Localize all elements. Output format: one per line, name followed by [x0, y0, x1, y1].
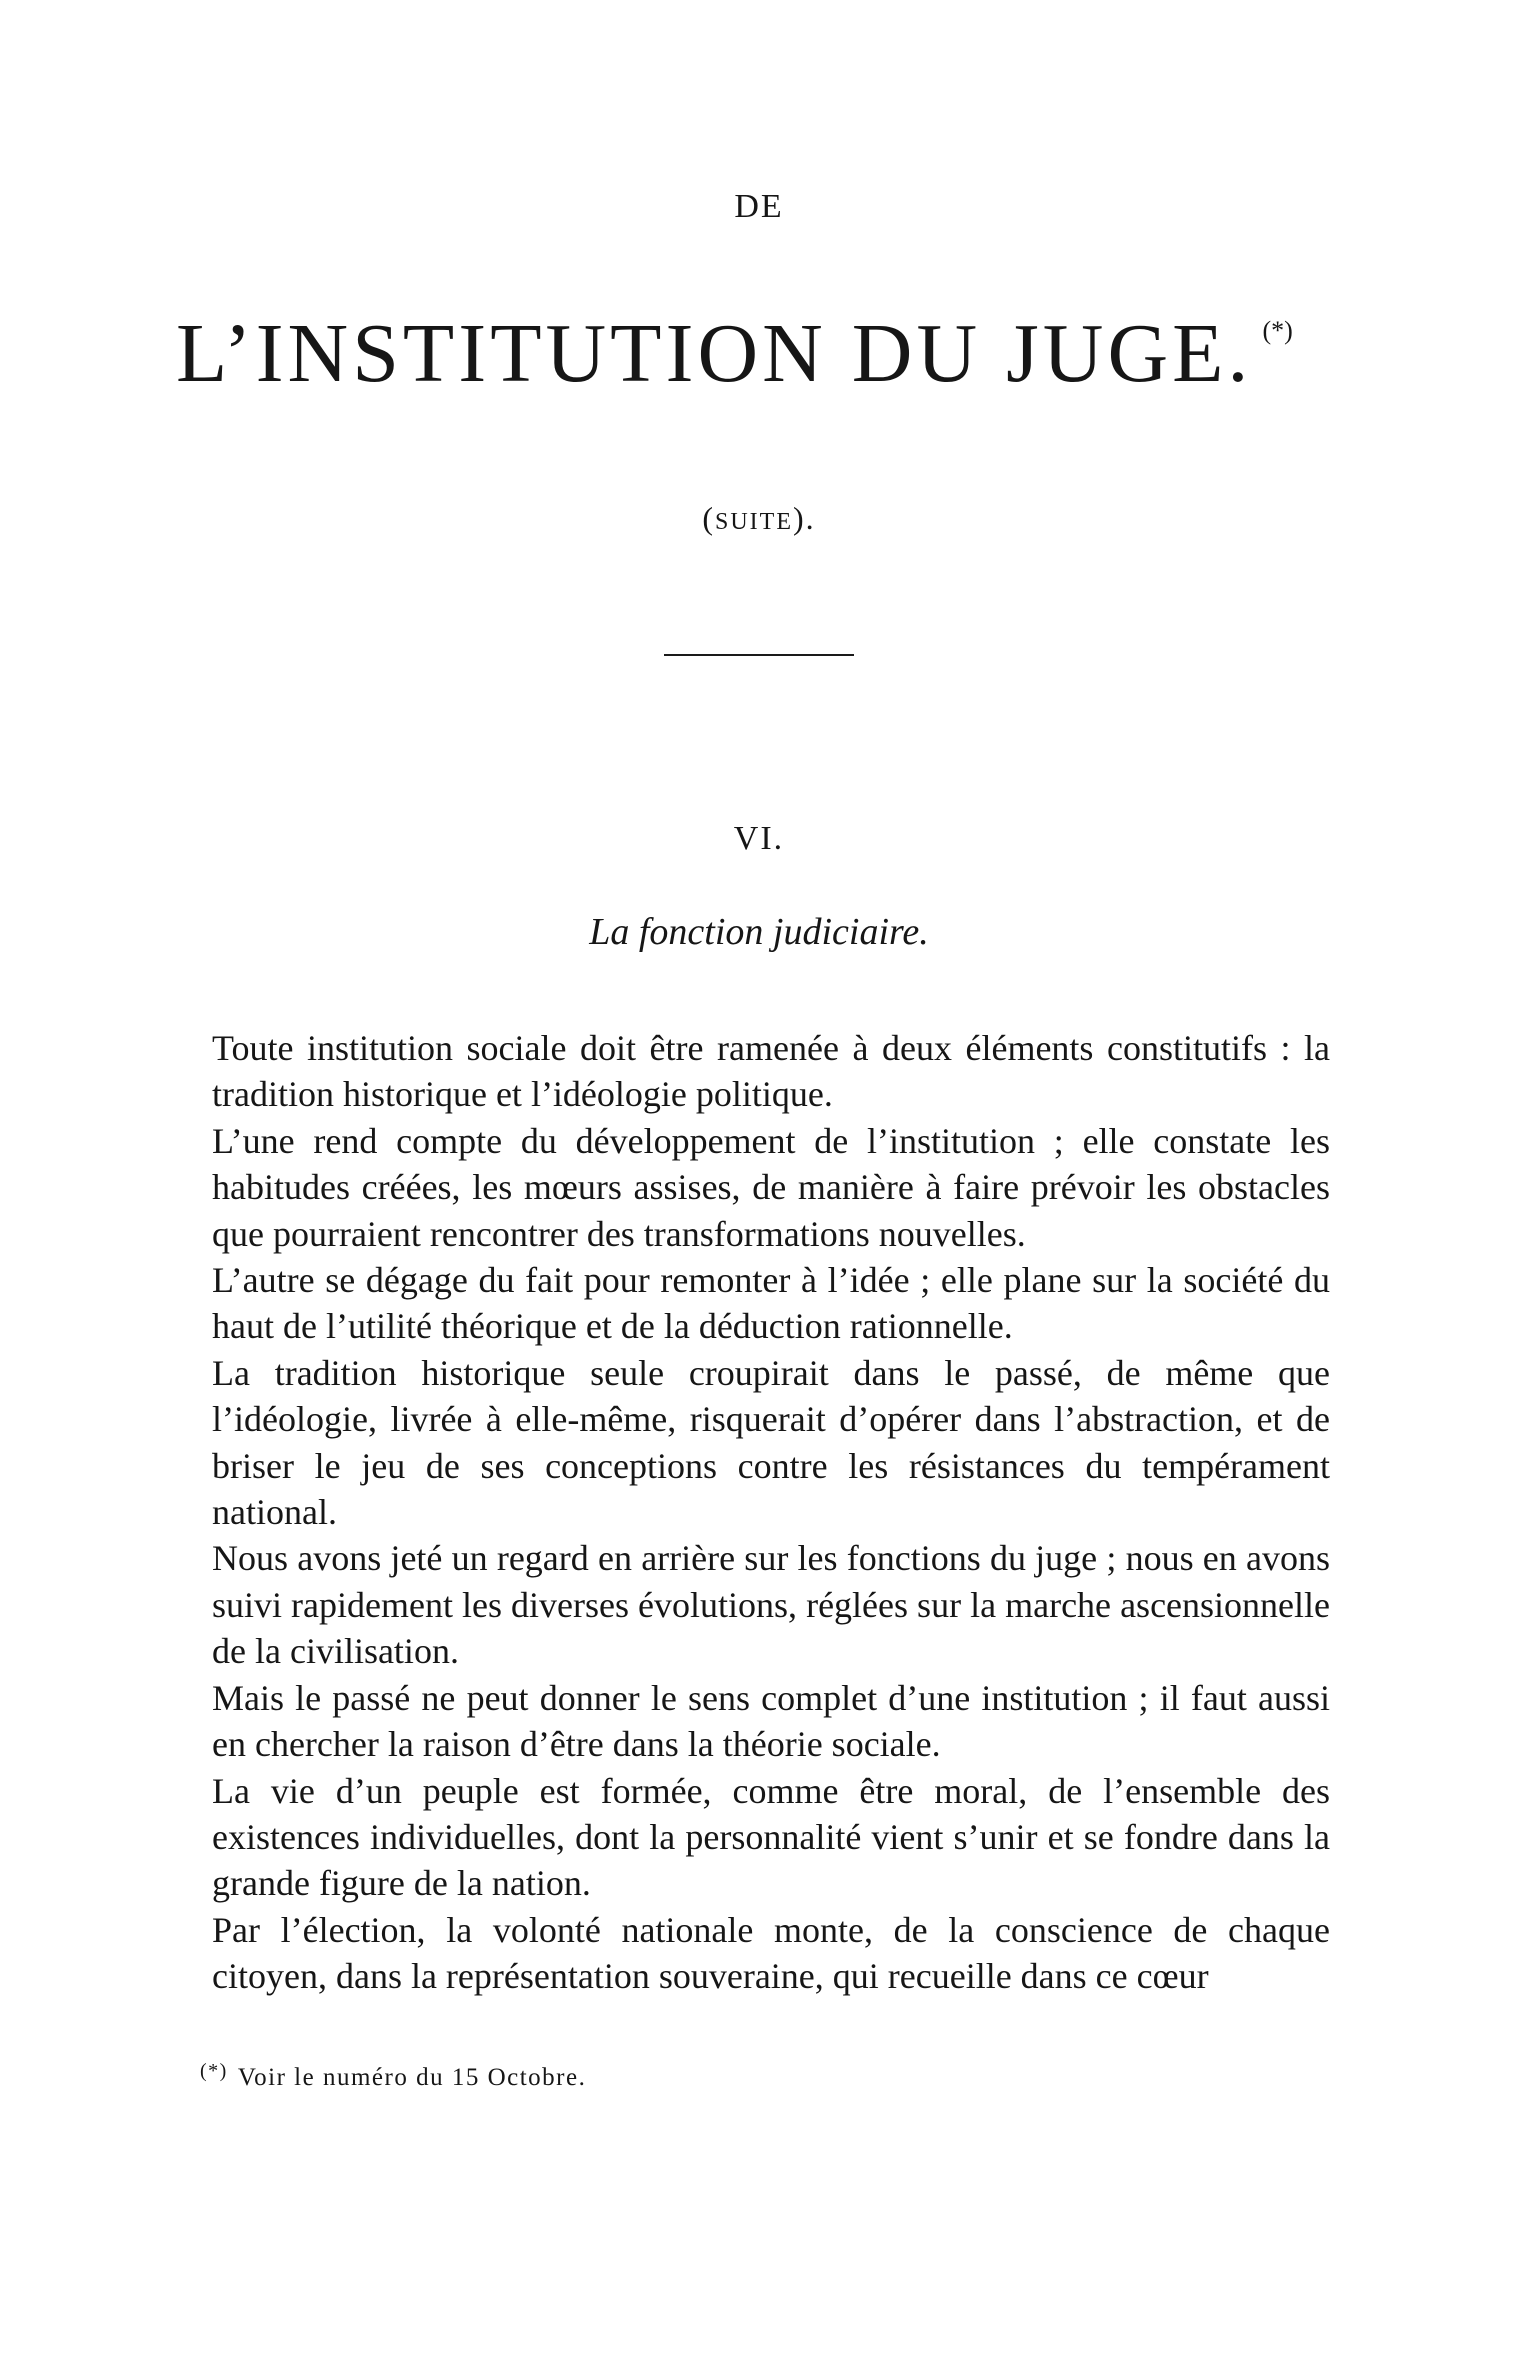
title-footnote-marker: (*): [1262, 316, 1293, 345]
paragraph: L’une rend compte du développement de l’institution ; elle constate les habitudes créées, les mœurs assises, de manière à faire prévoir les obstacles que pourraient rencontrer des transformations nouvelles.: [212, 1120, 1330, 1254]
body-text: [212, 1025, 1330, 2000]
paragraph: La tradition historique seule croupirait dans le passé, de même que l’idéologie, livrée à elle-même, risquerait d’opérer dans l’abstraction, et de briser le jeu de ses conceptions contre les résistances du tempérament national.: [212, 1352, 1330, 1533]
paragraph: Nous avons jeté un regard en arrière sur les fonctions du juge ; nous en avons suivi rapidement les diverses évolutions, réglées sur la marche ascensionnelle de la civilisation.: [212, 1538, 1330, 1672]
continuation-close: ).: [793, 500, 816, 536]
title-divider: [664, 654, 854, 656]
paragraph: La vie d’un peuple est formée, comme être moral, de l’ensemble des existences individuelles, dont la personnalité vient s’unir et se fondre dans la grande figure de la nation.: [212, 1770, 1330, 1904]
section-number: VI.: [733, 820, 785, 857]
continuation-text: SUITE: [715, 509, 793, 535]
footnote-text: Voir le numéro du 15 Octobre.: [237, 2064, 587, 2091]
footnote: [200, 2060, 586, 2092]
title-preposition: DE: [734, 188, 784, 225]
continuation-open: (: [702, 500, 715, 536]
paragraph: Mais le passé ne peut donner le sens complet d’une institution ; il faut aussi en chercher la raison d’être dans la théorie sociale.: [212, 1677, 1330, 1765]
page-title-text: L’INSTITUTION DU JUGE.: [176, 307, 1253, 400]
paragraph: Par l’élection, la volonté nationale monte, de la conscience de chaque citoyen, dans la représentation souveraine, qui recueille dans ce cœur: [212, 1909, 1330, 1997]
page-title: [176, 307, 1293, 400]
continuation-label: [0, 500, 1518, 537]
paragraph: L’autre se dégage du fait pour remonter à l’idée ; elle plane sur la société du haut de l’utilité théorique et de la déduction rationnelle.: [212, 1260, 1330, 1347]
section-title: La fonction judiciaire.: [589, 911, 929, 953]
paragraph: Toute institution sociale doit être ramenée à deux éléments constitutifs : la tradition historique et l’idéologie politique.: [212, 1028, 1330, 1115]
footnote-marker: (*): [200, 2060, 228, 2082]
